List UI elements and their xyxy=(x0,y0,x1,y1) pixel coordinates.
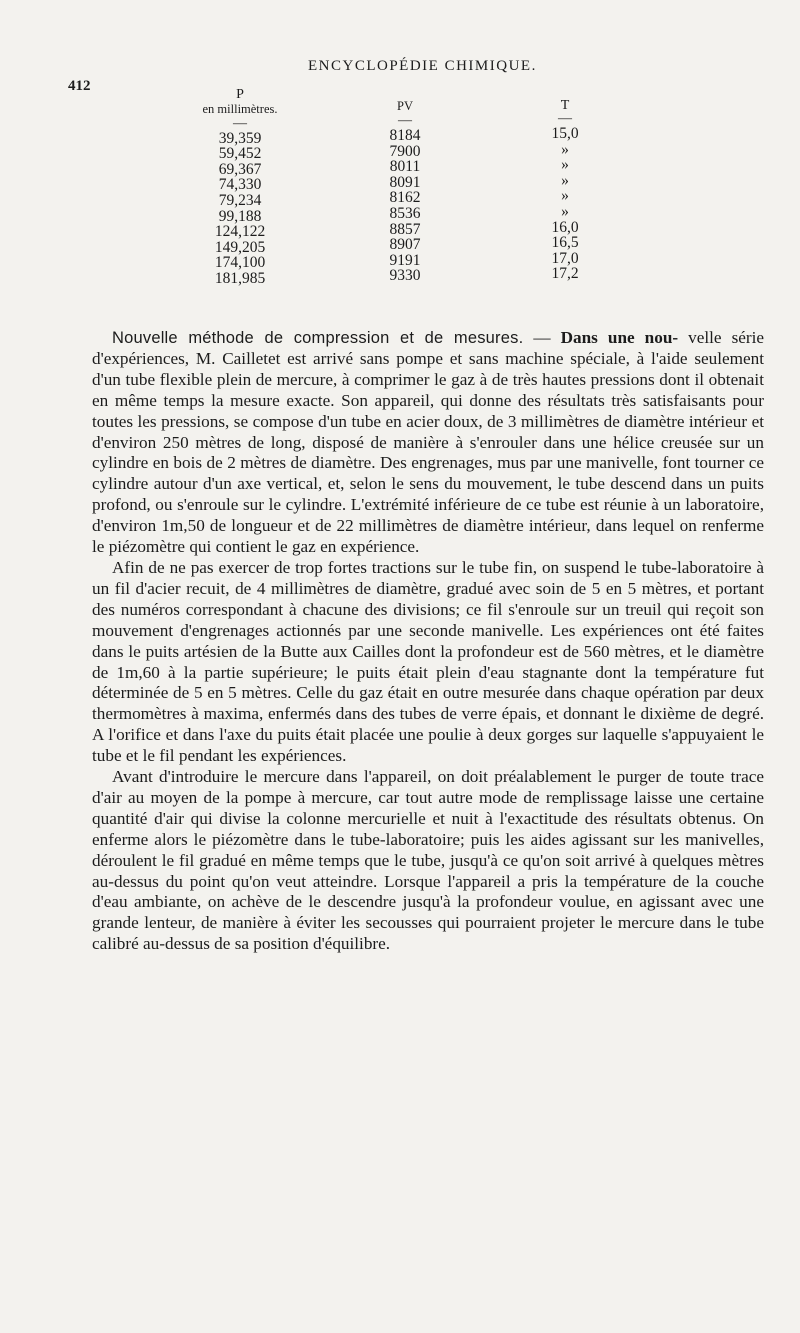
temperature-cell: » xyxy=(561,202,569,220)
header-pv: PV xyxy=(397,99,413,113)
header-dash: — xyxy=(233,115,247,131)
pressure-cell: 79,234 xyxy=(218,191,262,209)
header-dash: — xyxy=(398,113,412,128)
header-dash: — xyxy=(558,111,572,126)
pv-cell: 7900 xyxy=(389,142,421,160)
pressure-cell: 149,205 xyxy=(214,238,266,256)
pressure-cell: 74,330 xyxy=(218,176,262,194)
temperature-cell: 17,2 xyxy=(551,265,579,283)
pv-cell: 8184 xyxy=(389,127,421,144)
paragraph-1 xyxy=(92,328,764,558)
temperature-cell: » xyxy=(561,171,569,189)
pressure-values xyxy=(170,131,310,287)
pv-cell: 9191 xyxy=(389,251,421,269)
header-t: T xyxy=(560,98,570,113)
pressure-cell: 69,367 xyxy=(218,160,262,178)
pv-cell: 9330 xyxy=(389,267,421,285)
pv-values xyxy=(365,128,445,284)
pv-cell: 8907 xyxy=(389,236,421,254)
paragraph-3: Avant d'introduire le mercure dans l'appareil, on doit préalablement le purger de toute trace d'air au moyen de la pompe à mercure, car tout autre mode de remplissage laisse une certaine quantité d'air qui divise la colonne mercurielle et nuit à l'exactitude des résultats obtenus. On enferme alors le piézomètre dans le tube-laboratoire; puis les aides agissant sur les manivelles, déroulent le fil gradué en même temps que le tube, jusqu'à ce qu'on soit arrivé à quelques mètres au-dessus du point qu'on veut atteindre. Lorsque l'appareil a pris la température de la couche d'eau ambiante, on achève de le descendre jusqu'à la profondeur voulue, en agissant avec une grande lenteur, de manière à éviter les secousses qui pourraient projeter le mercure dans le tube calibré au-dessus de sa position d'équilibre. xyxy=(92,767,764,954)
temperature-cell: » xyxy=(561,140,569,158)
running-title: ENCYCLOPÉDIE CHIMIQUE. xyxy=(308,58,537,74)
temperature-cell: » xyxy=(561,156,569,174)
pressure-cell: 174,100 xyxy=(214,254,266,272)
pressure-cell: 181,985 xyxy=(214,269,266,287)
section-title: Nouvelle méthode de compression et de mesures. xyxy=(112,329,524,347)
temperature-cell: 15,0 xyxy=(551,125,579,142)
column-temperature xyxy=(530,88,600,282)
pv-cell: 8536 xyxy=(389,204,421,222)
pv-cell: 8011 xyxy=(389,158,421,176)
pressure-cell: 59,452 xyxy=(218,145,262,163)
pressure-cell: 99,188 xyxy=(218,207,262,225)
temperature-cell: 17,0 xyxy=(551,249,579,267)
pressure-cell: 124,122 xyxy=(214,223,266,241)
body-text xyxy=(92,328,764,955)
page-number: 412 xyxy=(68,78,91,94)
column-pv xyxy=(365,88,445,284)
temperature-values xyxy=(530,126,600,282)
paragraph-2: Afin de ne pas exercer de trop fortes tractions sur le tube fin, on suspend le tube-laboratoire à un fil d'acier recuit, de 4 millimètres de diamètre, gradué avec soin de 5 en 5 mètres, et portant des numéros correspondant à chacune des divisions; ce fil s'enroule sur un treuil qui reçoit son mouvement d'engrenages actionnés par une seconde manivelle. Les expériences ont été faites dans le puits artésien de la Butte aux Cailles dont la profondeur est de 560 mètres, et le diamètre de 1m,60 à la partie supérieure; le puits était plein d'eau stagnante dont la température fut déterminée de 5 en 5 mètres. Celle du gaz était en outre mesurée dans chaque opération par deux thermomètres à maxima, enfermés dans des tubes de verre épais, et donnant le dixième de degré. A l'orifice et dans l'axe du puits était placée une poulie à deux gorges sur laquelle s'appuyaient le tube et le fil pendant les expériences. xyxy=(92,557,764,766)
pressure-cell: 39,359 xyxy=(218,129,262,147)
pv-cell: 8091 xyxy=(389,173,421,191)
pv-cell: 8162 xyxy=(389,189,421,207)
column-pressure xyxy=(170,88,310,287)
temperature-cell: 16,5 xyxy=(551,234,579,252)
pv-cell: 8857 xyxy=(389,220,421,238)
header-p: P xyxy=(236,87,244,102)
header-p-unit: en millimètres. xyxy=(202,102,278,116)
section-lead: Dans une nou- xyxy=(560,328,679,347)
temperature-cell: 16,0 xyxy=(551,218,579,236)
section-dash: — xyxy=(523,328,561,347)
temperature-cell: » xyxy=(561,187,569,205)
paragraph-1-text: velle série d'expériences, M. Cailletet est arrivé sans pompe et sans machine spéciale, à l'aide seulement d'un tube flexible plein de mercure, à comprimer le gaz à de très hautes pressions dont il obtenait en même temps la mesure exacte. Son appareil, qui donne des résultats très satisfaisants pour toutes les pressions, se compose d'un tube en acier doux, de 3 millimètres de diamètre intérieur et d'environ 250 mètres de long, disposé de manière à s'enrouler dans une hélice creusée sur un cylindre en bois de 2 mètres de diamètre. Des engrenages, mus par une manivelle, font tourner ce cylindre autour d'un axe vertical, et, selon le sens du mouvement, le tube descend dans un puits profond, ou s'enroule sur le cylindre. L'extrémité inférieure de ce tube est réunie à un laboratoire, d'environ 1m,50 de longueur et de 22 millimètres de diamètre intérieur, dans lequel on renferme le piézomètre qui contient le gaz en expérience. xyxy=(92,328,765,557)
